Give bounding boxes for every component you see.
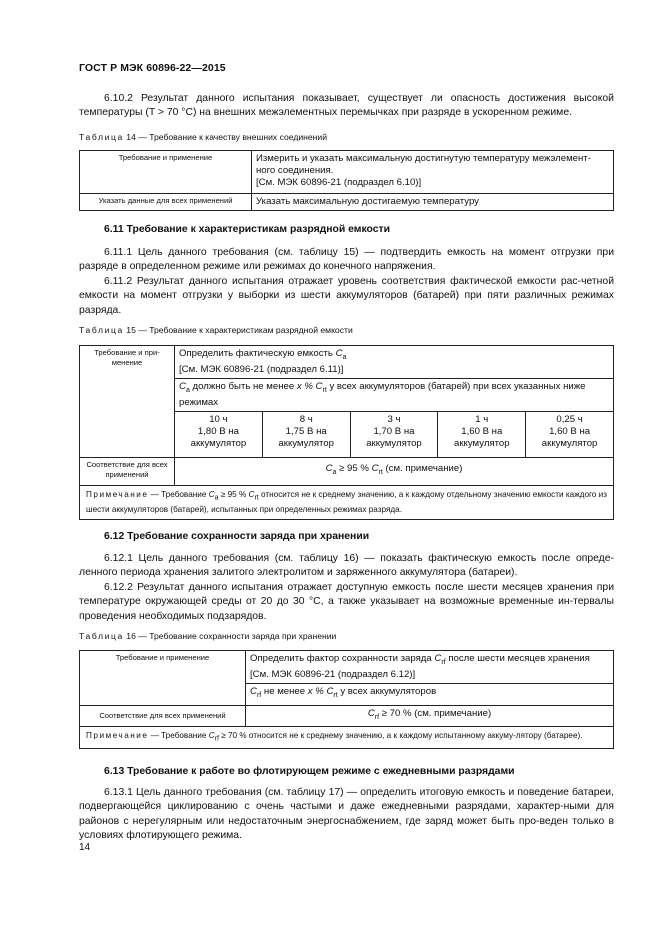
table-15: [79, 345, 614, 520]
table14-row1-label: Требование и применение: [80, 151, 252, 194]
table15-note: Примечание — Требование $C_a \ge 95$ % $C_{rt}$ относится не к среднему значению, а к каждому отдельному значению емкости каждого из шести аккумуляторов (батарей), испытанных при определенных режимах разряда.: [80, 485, 614, 520]
table16-note: Примечание — Требование $C_{rf} \ge 70$ % относится не к среднему значению, а к каждому испытанному аккуму-лятору (батарее).: [80, 726, 614, 749]
table14-row2-value: Указать максимальную достигаемую температуру: [252, 194, 614, 211]
table14-row1-value: Измерить и указать максимальную достигнутую температуру межэлемент-ного соединения. [См. МЭК 60896-21 (подраздел 6.10)]: [252, 151, 614, 194]
table16-row1-label: Требование и применение: [80, 651, 246, 706]
discharge-mode-1h: 1 ч 1,60 В на аккумулятор: [438, 411, 526, 457]
table15-criterion: $C_a$ должно быть не менее x % $C_{rt}$ у всех аккумуляторов (батарей) при всех указанных ниже режимах: [175, 378, 614, 411]
table15-row1-label: Требование и при-менение: [80, 346, 175, 458]
discharge-mode-0-25h: 0,25 ч 1,60 В на аккумулятор: [526, 411, 614, 457]
table15-compliance: $C_a \ge 95$ % $C_{rt}$ (см. примечание): [175, 457, 614, 485]
heading-6-12: 6.12 Требование сохранности заряда при хранении: [104, 531, 370, 542]
discharge-mode-10h: 10 ч 1,80 В на аккумулятор: [175, 411, 263, 457]
table16-criterion: $C_{rf}$ не менее x % $C_{rt}$ у всех аккумуляторов: [246, 683, 614, 705]
table14-row2-label: Указать данные для всех применений: [80, 194, 252, 211]
table16-compliance: $C_{rf} \ge 70$ % (см. примечание): [246, 705, 614, 726]
heading-6-11: 6.11 Требование к характеристикам разрядной емкости: [104, 224, 391, 235]
table15-requirement: Определить фактическую емкость $C_a$ [См. МЭК 60896-21 (подраздел 6.11)]: [175, 346, 614, 379]
discharge-mode-3h: 3 ч 1,70 В на аккумулятор: [350, 411, 438, 457]
table16-caption: Таблица 16 — Требование сохранности заряда при хранении: [79, 631, 337, 641]
table15-caption: Таблица 15 — Требование к характеристикам разрядной емкости: [79, 325, 353, 335]
discharge-mode-8h: 8 ч 1,75 В на аккумулятор: [262, 411, 350, 457]
table-16: [79, 650, 614, 749]
page-number: 14: [79, 842, 91, 853]
paragraphs-6-12: 6.12.1 Цель данного требования (см. таблицу 16) — показать фактическую емкость после опреде-ленного периода хранения залитого электролитом и заряженного аккумулятора (батареи). 6.12.2 Результат данного испытания отражает доступную емкость после шести месяцев хранения при температуре окружающей среды от 20 до 30 °C, а также указывает на возможные временные ин-тервалы проведения необходимых подзарядов.: [79, 553, 614, 622]
table16-row3-label: Соответствие для всех применений: [80, 705, 246, 726]
table15-row3-label: Соответствие для всех применений: [80, 457, 175, 485]
paragraphs-6-11: 6.11.1 Цель данного требования (см. таблицу 15) — подтвердить емкость на момент отгрузки при разряде в определенном режиме или режимах до конечного напряжения. 6.11.2 Результат данного испытания отражает уровень соответствия фактической емкости рас-четной емкости на момент отгрузки у выборки из шести аккумуляторов (батарей) при пяти различных режимах разряда.: [79, 247, 614, 316]
paragraph-6-10-2: 6.10.2 Результат данного испытания показывает, существует ли опасность достижения высокой температуры (T > 70 °C) на внешних межэлементных перемычках при разряде в ускоренном режиме.: [79, 93, 614, 119]
paragraphs-6-13: 6.13.1 Цель данного требования (см. таблицу 17) — определить итоговую емкость и поведение батареи, подвергающейся циклированию с очень частыми и даже ежедневными разрядами, характер-ными для районов с нерегулярным или недостаточным энергоснабжением, где заряд может быть про-веден только в условиях флотирующего режима.: [79, 787, 614, 842]
running-header: ГОСТ Р МЭК 60896-22—2015: [79, 62, 226, 74]
table-14: [79, 150, 614, 211]
table16-requirement: Определить фактор сохранности заряда $C_{rf}$ после шести месяцев хранения [См. МЭК 60896-21 (подраздел 6.12)]: [246, 651, 614, 684]
table14-caption: Таблица 14 — Требование к качеству внешних соединений: [79, 132, 328, 142]
heading-6-13: 6.13 Требование к работе во флотирующем режиме с ежедневными разрядами: [104, 766, 515, 777]
